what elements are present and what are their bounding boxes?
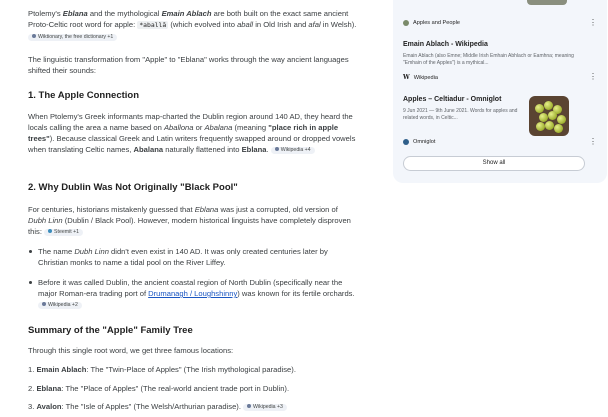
- text-run: The name: [38, 247, 75, 256]
- text-run: "place rich in apple trees": [28, 123, 339, 143]
- text-run: (meaning: [232, 123, 269, 132]
- list-item: [28, 401, 358, 412]
- top-result-thumbnail[interactable]: [527, 0, 567, 5]
- section-heading-summary: Summary of the "Apple" Family Tree: [28, 325, 193, 336]
- list-item: [38, 246, 358, 268]
- list-number: 3.: [28, 402, 37, 411]
- list-item: [28, 364, 358, 375]
- apple-connection-paragraph: [28, 111, 358, 155]
- transformation-paragraph: The linguistic transformation from "Apple" to "Eblana" works through the way ancient languages shifted their sounds:: [28, 55, 349, 75]
- source-name: Apples and People: [413, 20, 460, 26]
- drumanagh-link[interactable]: Drumanagh / Loughshinny: [148, 289, 238, 298]
- source-chip-wikipedia-2[interactable]: [38, 302, 82, 309]
- source-name: Wikipedia: [413, 74, 438, 81]
- text-run: are both built on the exact same ancient Proto-Celtic root word for apple:: [28, 9, 349, 29]
- source-chip-wiktionary[interactable]: [28, 34, 117, 41]
- chip-label: Wiktionary, the free dictionary +1: [38, 34, 114, 40]
- text-run: naturally flattened into: [163, 145, 242, 154]
- apples-and-people-icon: [403, 20, 409, 26]
- text-run: Dubh Linn: [74, 247, 109, 256]
- text-run: and the mythological: [87, 9, 162, 18]
- text-run: (Dublin / Black Pool). However, modern historical linguists have completely disproven this:: [28, 216, 351, 236]
- card-title-emain-ablach[interactable]: Emain Ablach - Wikipedia: [403, 41, 488, 48]
- wikipedia-icon: [275, 147, 279, 151]
- wikipedia-w-icon: W: [403, 74, 410, 81]
- list-number: 1.: [28, 365, 37, 374]
- text-run: ). Because classical Greek and Latin writers frequently swapped around or dropped vowels when translating Celtic names,: [28, 134, 356, 154]
- wikipedia-icon: [42, 302, 46, 306]
- intro-paragraph: [28, 8, 358, 42]
- text-run: Avalon: [36, 402, 62, 411]
- black-pool-paragraph: [28, 204, 358, 237]
- text-run: : The "Isle of Apples" (The Welsh/Arthurian paradise).: [61, 402, 244, 411]
- apples-basket-thumbnail[interactable]: [529, 96, 569, 136]
- wiktionary-icon: [32, 34, 36, 38]
- text-run: Dubh Linn: [28, 216, 63, 225]
- section-heading-black-pool: 2. Why Dublin Was Not Originally "Black Pool": [28, 182, 238, 193]
- source-chip-wikipedia-3[interactable]: [243, 404, 287, 411]
- chip-label: Wikipedia +3: [253, 404, 283, 410]
- text-run: : The "Place of Apples" (The real-world ancient trade port in Dublin).: [61, 384, 290, 393]
- source-apples-and-people[interactable]: [403, 20, 460, 26]
- list-item: [38, 277, 358, 310]
- text-run: Eblana: [241, 145, 267, 154]
- text-run: For centuries, historians mistakenly guessed that: [28, 205, 195, 214]
- text-run: : The "Twin-Place of Apples" (The Irish mythological paradise).: [86, 365, 296, 374]
- text-run: (which evolved into: [168, 20, 238, 29]
- more-options-icon[interactable]: ⋮: [589, 72, 597, 81]
- source-chip-wikipedia[interactable]: [271, 147, 315, 154]
- chip-label: Wikipedia +4: [280, 147, 311, 153]
- text-run: Emain Ablach: [161, 9, 212, 18]
- text-run: Abalana: [204, 123, 233, 132]
- text-run: Eblana: [194, 205, 219, 214]
- source-omniglot[interactable]: [403, 139, 435, 145]
- source-name: Omniglot: [413, 139, 436, 145]
- list-number: 2.: [28, 384, 37, 393]
- more-options-icon[interactable]: ⋮: [589, 137, 597, 146]
- card-snippet-celtiadur: 9 Jun 2021 — 9th June 2021. Words for apples and related words, in Celtic...: [403, 108, 518, 121]
- text-run: Eblana: [62, 9, 88, 18]
- card-snippet-emain-ablach: Emain Ablach (also Emne; Middle Irish Emhain Abhlach or Eamhna; meaning "Emhain of the Apples") is a mythical...: [403, 53, 574, 66]
- source-wikipedia[interactable]: [403, 74, 438, 81]
- source-chip-steemit[interactable]: [44, 229, 83, 236]
- text-run: ) was known for its fertile orchards.: [237, 289, 355, 298]
- text-run: .: [266, 145, 271, 154]
- more-options-icon[interactable]: ⋮: [589, 18, 597, 27]
- list-item: [28, 383, 358, 394]
- text-run: in Old Irish and: [253, 20, 309, 29]
- text-run: afal: [308, 20, 321, 29]
- text-run: Abalana: [133, 145, 164, 154]
- sources-sidebar: [393, 0, 607, 183]
- chip-label: Steemit +1: [54, 229, 79, 235]
- text-run: or: [193, 123, 205, 132]
- text-run: When Ptolemy's Greek informants map-charted the Dublin region around 140 AD, they heard the locals calling the area a name based on: [28, 112, 353, 132]
- text-run: in Welsh).: [320, 20, 357, 29]
- text-run: Emain Ablach: [36, 365, 87, 374]
- steemit-icon: [48, 229, 52, 233]
- show-all-button[interactable]: Show all: [403, 156, 585, 171]
- root-word-code: *aballā: [139, 21, 167, 29]
- section-heading-apple-connection: 1. The Apple Connection: [28, 90, 140, 101]
- wikipedia-icon: [247, 404, 251, 408]
- text-run: didn't even exist in 140 AD. It was only created centuries later by Christian monks to name a tidal pool on the River Liffey.: [38, 247, 328, 267]
- card-title-celtiadur[interactable]: Apples – Celtiadur - Omniglot: [403, 96, 502, 103]
- text-run: Aballona: [163, 123, 194, 132]
- omniglot-icon: [403, 139, 409, 145]
- chip-label: Wikipedia +2: [48, 302, 78, 308]
- text-run: Eblana: [36, 384, 62, 393]
- summary-intro: Through this single root word, we get three famous locations:: [28, 346, 234, 355]
- text-run: was just a corrupted, old version of: [218, 205, 338, 214]
- text-run: Before it was called Dublin, the ancient coastal region of North Dublin (specifically near the major Roman-era trading port of: [38, 278, 343, 298]
- text-run: Ptolemy's: [28, 9, 63, 18]
- text-run: aball: [237, 20, 254, 29]
